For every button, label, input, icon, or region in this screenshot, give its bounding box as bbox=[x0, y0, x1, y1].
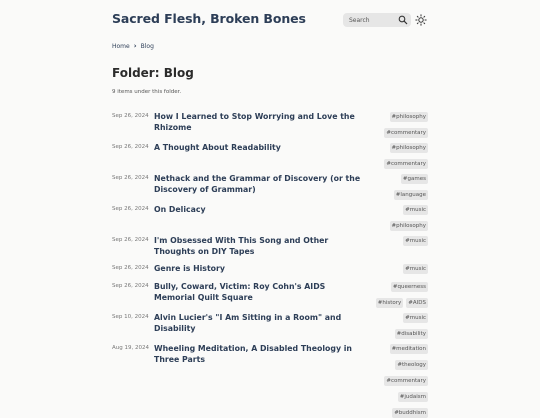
post-title-link[interactable]: A Thought About Readability bbox=[154, 143, 281, 152]
post-title-link[interactable]: Genre is History bbox=[154, 264, 225, 273]
tag-link[interactable]: #queerness bbox=[392, 284, 426, 290]
breadcrumb bbox=[112, 42, 154, 50]
tag-link[interactable]: #buddhism bbox=[394, 410, 426, 416]
tag-link[interactable]: #philosophy bbox=[391, 145, 426, 151]
post-title-link[interactable]: Alvin Lucier's "I Am Sitting in a Room" and Disability bbox=[154, 313, 342, 333]
site-header bbox=[112, 11, 428, 31]
post-date: Sep 26, 2024 bbox=[112, 144, 149, 150]
tag-link[interactable]: #meditation bbox=[391, 346, 426, 352]
tag-link[interactable]: #judaism bbox=[399, 394, 426, 400]
page-title: Folder: Blog bbox=[112, 66, 194, 80]
post-tags bbox=[348, 236, 428, 246]
post-title-link[interactable]: Nethack and the Grammar of Discovery (or the Discovery of Grammar) bbox=[154, 174, 361, 194]
post-date: Sep 26, 2024 bbox=[112, 265, 149, 271]
sun-icon[interactable] bbox=[415, 14, 427, 26]
post-date: Sep 26, 2024 bbox=[112, 206, 149, 212]
post-tags bbox=[348, 174, 428, 200]
tag-link[interactable]: #commentary bbox=[386, 161, 426, 167]
breadcrumb-home[interactable]: Home bbox=[112, 43, 130, 50]
tag-link[interactable]: #disability bbox=[396, 331, 426, 337]
post-date: Sep 26, 2024 bbox=[112, 237, 149, 243]
chevron-right-icon: › bbox=[133, 42, 137, 50]
tag-link[interactable]: #philosophy bbox=[391, 114, 426, 120]
post-title-link[interactable]: On Delicacy bbox=[154, 205, 206, 214]
tag-link[interactable]: #theology bbox=[397, 362, 426, 368]
post-title-link[interactable]: Wheeling Meditation, A Disabled Theology in Three Parts bbox=[154, 344, 352, 364]
post-tags bbox=[348, 282, 428, 308]
post-date: Sep 26, 2024 bbox=[112, 113, 149, 119]
tag-link[interactable]: #history bbox=[377, 300, 402, 306]
post-date: Aug 19, 2024 bbox=[112, 345, 149, 351]
post-tags bbox=[348, 205, 428, 231]
search-icon[interactable] bbox=[398, 15, 408, 25]
breadcrumb-current[interactable]: Blog bbox=[140, 43, 154, 50]
post-title-link[interactable]: How I Learned to Stop Worrying and Love the Rhizome bbox=[154, 112, 355, 132]
post-date: Sep 26, 2024 bbox=[112, 283, 149, 289]
tag-link[interactable]: #music bbox=[405, 315, 426, 321]
site-title[interactable]: Sacred Flesh, Broken Bones bbox=[112, 11, 306, 26]
post-title-link[interactable]: Bully, Coward, Victim: Roy Cohn's AIDS Memorial Quilt Square bbox=[154, 282, 326, 302]
post-date: Sep 10, 2024 bbox=[112, 314, 149, 320]
search-input[interactable] bbox=[349, 13, 397, 27]
tag-link[interactable]: #music bbox=[405, 238, 426, 244]
tag-link[interactable]: #commentary bbox=[386, 378, 426, 384]
post-date: Sep 26, 2024 bbox=[112, 175, 149, 181]
tag-link[interactable]: #commentary bbox=[386, 130, 426, 136]
search-box[interactable] bbox=[343, 13, 411, 27]
post-tags bbox=[348, 143, 428, 169]
post-tags bbox=[348, 112, 428, 138]
tag-link[interactable]: #language bbox=[395, 192, 426, 198]
tag-link[interactable]: #games bbox=[402, 176, 426, 182]
post-title-link[interactable]: I'm Obsessed With This Song and Other Thoughts on DIY Tapes bbox=[154, 236, 329, 256]
tag-link[interactable]: #music bbox=[405, 207, 426, 213]
post-tags bbox=[348, 264, 428, 274]
post-tags bbox=[348, 313, 428, 339]
post-tags bbox=[348, 344, 428, 418]
tag-link[interactable]: #philosophy bbox=[391, 223, 426, 229]
tag-link[interactable]: #AIDS bbox=[408, 300, 426, 306]
tag-link[interactable]: #music bbox=[405, 266, 426, 272]
item-count: 9 items under this folder. bbox=[112, 89, 182, 95]
